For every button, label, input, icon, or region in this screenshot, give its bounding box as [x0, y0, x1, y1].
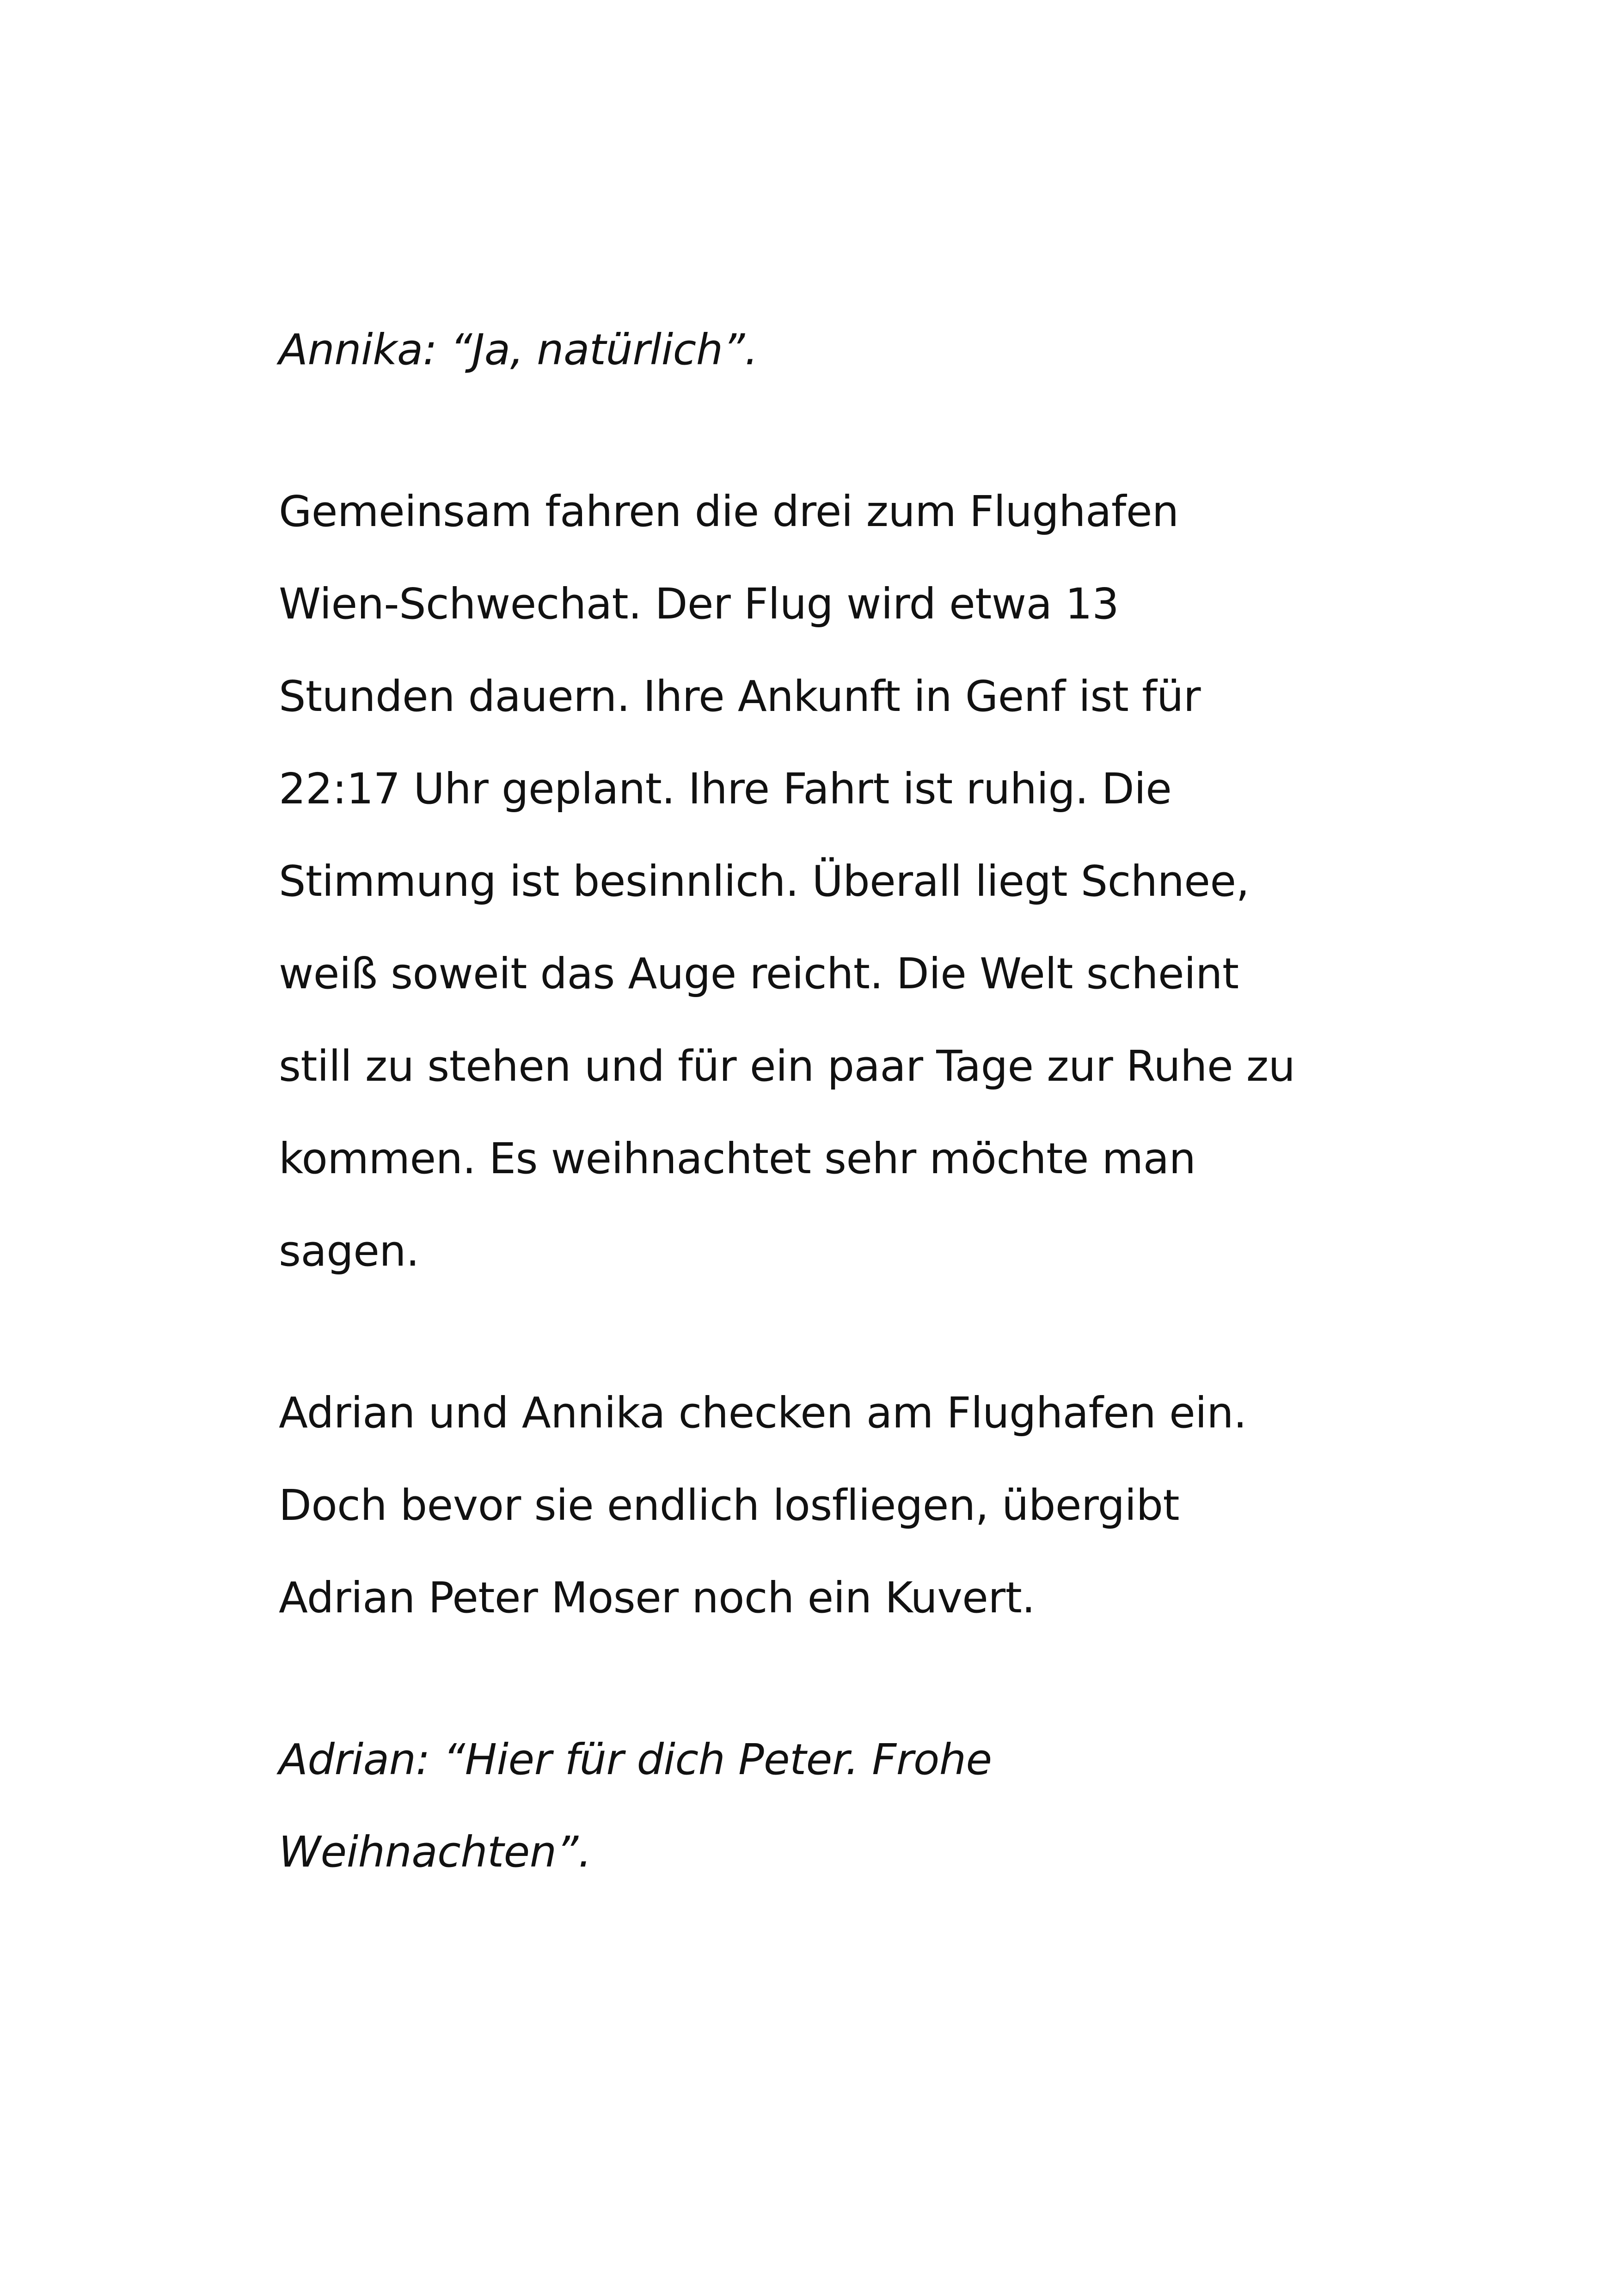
paragraph-line: Wien-Schwechat. Der Flug wird etwa 13 [279, 579, 1119, 629]
dialogue-annika-paragraph [279, 304, 1388, 396]
narration-checkin-paragraph [279, 1367, 1388, 1644]
paragraph-line: sagen. [279, 1226, 419, 1276]
paragraph-line: Adrian: “Hier für dich Peter. Frohe [279, 1735, 992, 1784]
paragraph-line: Adrian und Annika checken am Flughafen ein. [279, 1388, 1247, 1438]
paragraph-line: still zu stehen und für ein paar Tage zur Ruhe zu [279, 1041, 1295, 1091]
paragraph-line: Gemeinsam fahren die drei zum Flughafen [279, 487, 1179, 536]
paragraph-line: weiß soweit das Auge reicht. Die Welt scheint [279, 949, 1239, 998]
dialogue-adrian-paragraph [279, 1714, 1388, 1898]
paragraph-line: 22:17 Uhr geplant. Ihre Fahrt ist ruhig. Die [279, 764, 1172, 814]
paragraph-line: kommen. Es weihnachtet sehr möchte man [279, 1134, 1196, 1183]
paragraph-line: Doch bevor sie endlich losfliegen, übergibt [279, 1481, 1180, 1530]
paragraph-line: Stunden dauern. Ihre Ankunft in Genf ist für [279, 672, 1201, 721]
paragraph-line: Adrian Peter Moser noch ein Kuvert. [279, 1573, 1036, 1623]
paragraph-line: Stimmung ist besinnlich. Überall liegt Schnee, [279, 857, 1250, 906]
narration-trip-paragraph [279, 465, 1388, 1298]
paragraph-line: Annika: “Ja, natürlich”. [279, 325, 758, 374]
paragraph-line: Weihnachten”. [279, 1827, 592, 1877]
